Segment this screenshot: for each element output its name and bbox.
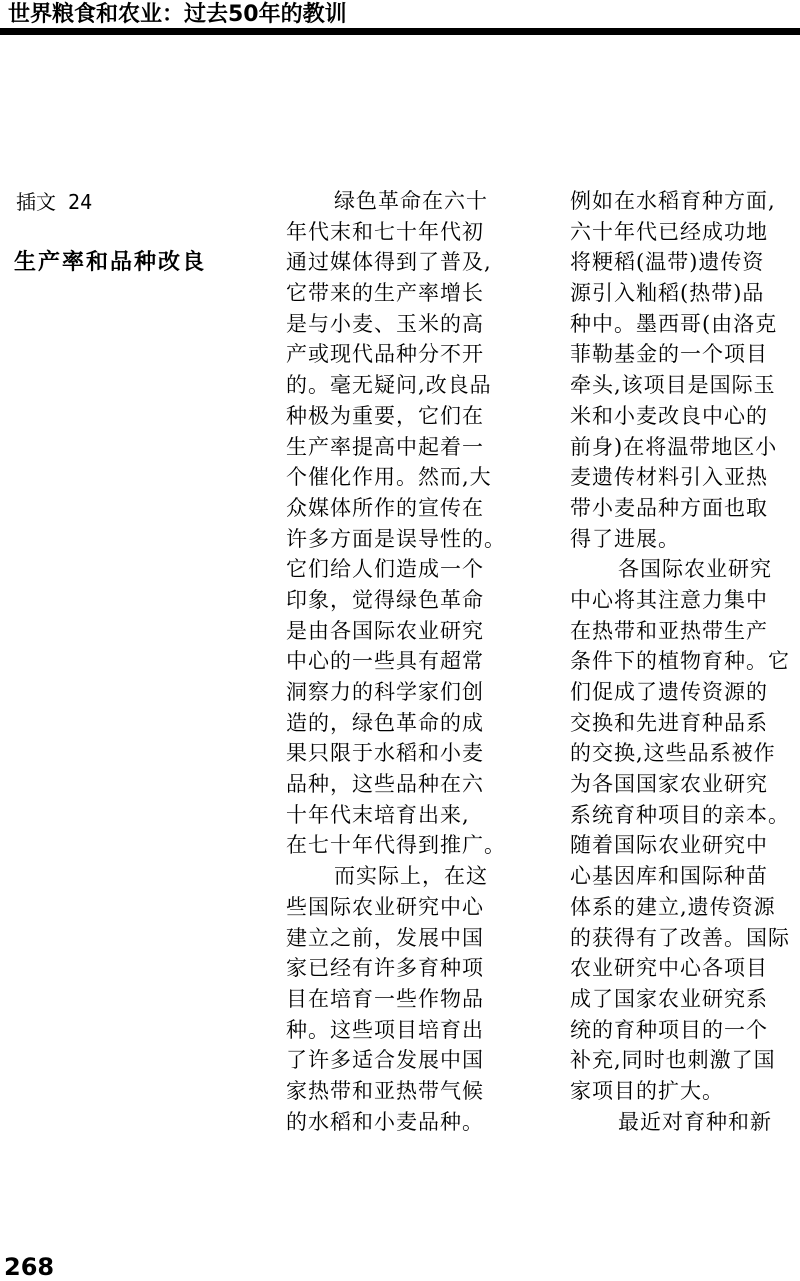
text-line: 是与小麦、玉米的高 [286,311,484,336]
text-line: 果只限于水稻和小麦 [286,741,484,766]
text-line: 它带来的生产率增长 [286,281,484,306]
text-line: 绿色革命在六十 [334,189,488,213]
text-line: 中心将其注意力集中 [570,587,768,612]
text-line: 产或现代品种分不开 [286,342,484,367]
text-line: 为各国国家农业研究 [570,772,768,797]
text-line: 十年代末培育出来, [286,802,470,827]
page-number: 268 [4,1253,55,1281]
text-line: 印象，觉得绿色革命 [286,587,484,612]
text-line: 的获得有了改善。国际 [570,925,790,950]
text-line: 前身)在将温带地区小 [570,434,778,459]
text-line: 种极为重要，它们在 [286,403,484,428]
text-line: 而实际上，在这 [334,864,488,889]
box-label: 插文 24 [16,190,93,214]
text-line: 菲勒基金的一个项目 [570,342,768,367]
text-line: 各国际农业研究 [618,557,772,582]
text-line: 统的育种项目的一个 [570,1017,768,1042]
text-line: 们促成了遗传资源的 [570,680,768,704]
text-line: 农业研究中心各项目 [570,956,768,981]
text-line: 在七十年代得到推广。 [286,833,506,858]
text-line: 建立之前，发展中国 [286,925,484,950]
text-line: 许多方面是误导性的。 [286,526,506,551]
text-line: 成了国家农业研究系 [570,986,768,1011]
box-title: 生产率和品种改良 [14,250,207,275]
text-line: 带小麦品种方面也取 [570,495,768,520]
text-line: 麦遗传材料引入亚热 [570,465,768,490]
text-line: 它们给人们造成一个 [286,557,484,582]
text-line: 得了进展。 [570,526,680,551]
text-line: 年代末和七十年代初 [286,219,484,244]
text-line: 在热带和亚热带生产 [570,618,768,643]
text-line: 目在培育一些作物品 [286,986,484,1011]
text-line: 系统育种项目的亲本。 [570,802,790,827]
text-line: 是由各国际农业研究 [286,618,484,643]
text-line: 种中。墨西哥(由洛克 [570,311,778,336]
text-line: 造的，绿色革命的成 [286,710,484,735]
text-line: 中心的一些具有超常 [286,649,484,674]
text-line: 生产率提高中起着一 [286,434,484,459]
text-line: 个催化作用。然而,大 [286,465,492,490]
text-line: 种。这些项目培育出 [286,1017,484,1042]
text-line: 些国际农业研究中心 [286,894,484,919]
text-line: 牵头,该项目是国际玉 [570,373,776,398]
text-line: 条件下的植物育种。它 [570,649,790,674]
text-column-right [570,186,796,1137]
text-line: 家热带和亚热带气候 [286,1078,484,1103]
header-rule [0,28,800,35]
text-line: 例如在水稻育种方面, [570,189,776,213]
text-line: 家项目的扩大。 [570,1078,724,1103]
text-column-middle [286,186,512,1137]
text-line: 米和小麦改良中心的 [570,403,768,428]
text-line: 最近对育种和新 [618,1109,772,1134]
text-line: 了许多适合发展中国 [286,1048,484,1073]
text-line: 通过媒体得到了普及, [286,250,492,275]
text-line: 心基因库和国际种苗 [570,864,768,889]
text-line: 补充,同时也刺激了国 [570,1048,776,1073]
text-line: 体系的建立,遗传资源 [570,894,776,919]
text-line: 六十年代已经成功地 [570,219,768,244]
text-line: 将粳稻(温带)遗传资 [570,250,765,275]
text-line: 的。毫无疑问,改良品 [286,373,492,398]
text-line: 的水稻和小麦品种。 [286,1109,484,1134]
running-header: 世界粮食和农业：过去50年的教训 [8,2,347,27]
text-line: 洞察力的科学家们创 [286,680,484,704]
text-line: 的交换,这些品系被作 [570,741,776,766]
text-line: 随着国际农业研究中 [570,833,768,858]
text-line: 品种，这些品种在六 [286,772,484,797]
text-line: 众媒体所作的宣传在 [286,495,484,520]
text-line: 交换和先进育种品系 [570,710,768,735]
text-line: 源引入籼稻(热带)品 [570,281,765,306]
text-line: 家已经有许多育种项 [286,956,484,981]
